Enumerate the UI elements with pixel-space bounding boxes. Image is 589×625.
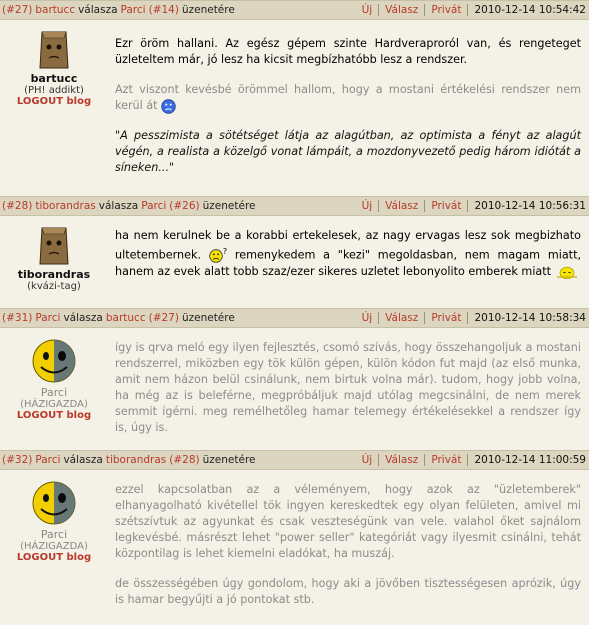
reply-to-number-link[interactable]: (#28) bbox=[169, 454, 200, 466]
post-number-link[interactable]: (#31) bbox=[2, 312, 33, 324]
reply-suffix: üzenetére bbox=[202, 454, 256, 466]
post-paragraph: de összességében úgy gondolom, hogy aki a jövőben tisztességesen aprózik, úgy is hamar begyűjti a jó pontokat stb. bbox=[115, 577, 581, 606]
post-paragraph-text: Azt viszont kevésbé örömmel hallom, hogy a mostani értékelési rendszer nem kerül át bbox=[115, 83, 581, 112]
reply-to-link[interactable]: Parci bbox=[141, 200, 167, 212]
post-header bbox=[0, 308, 589, 328]
post-content bbox=[115, 36, 581, 190]
reply-word: válasza bbox=[98, 200, 139, 212]
reply-word: válasza bbox=[63, 312, 103, 324]
reply-suffix: üzenetére bbox=[181, 312, 235, 324]
reply-link[interactable]: Válasz bbox=[379, 454, 425, 466]
author-name[interactable]: Parci bbox=[40, 386, 68, 399]
post-header bbox=[0, 196, 589, 216]
post-header bbox=[0, 450, 589, 470]
author-block bbox=[0, 226, 108, 292]
reply-link[interactable]: Válasz bbox=[379, 4, 425, 16]
post-32 bbox=[0, 450, 589, 625]
author-rank: (kvázi-tag) bbox=[27, 281, 81, 292]
reply-to-link[interactable]: bartucc bbox=[105, 312, 146, 324]
private-link[interactable]: Privát bbox=[425, 200, 468, 212]
author-name[interactable]: bartucc bbox=[30, 72, 78, 85]
post-paragraph: ha nem kerulnek be a korabbi ertekelesek, az nagy ervagas lesz sok megbizhato ultetembernek. ? remenykedem a "kezi" megoldasban, nem magam miatt, hanem az evek alatt tobb szaz/ezer sikeres uzletet lebonyolito emberek miatt bbox=[115, 229, 582, 278]
author-block bbox=[0, 30, 108, 107]
reply-to-number-link[interactable]: (#26) bbox=[169, 200, 200, 212]
new-link[interactable]: Új bbox=[356, 4, 380, 16]
post-number-link[interactable]: (#27) bbox=[2, 4, 33, 16]
author-block bbox=[0, 480, 108, 563]
reply-link[interactable]: Válasz bbox=[379, 312, 425, 324]
post-paragraph: Ezr öröm hallani. Az egész gépem szinte Hardveraproról van, és rengeteget üzleteltem már, jó lesz ha kicsit megbízhatóbb lesz a rendszer. bbox=[115, 37, 581, 66]
post-date: 2010-12-14 10:54:42 bbox=[474, 4, 586, 16]
post-paragraph-gray bbox=[115, 82, 581, 114]
author-rank: (HÁZIGAZDA) bbox=[20, 541, 88, 552]
reply-word: válasza bbox=[63, 454, 103, 466]
private-link[interactable]: Privát bbox=[425, 4, 468, 16]
private-link[interactable]: Privát bbox=[425, 312, 468, 324]
sleeping-smiley-icon bbox=[555, 265, 579, 279]
post-date: 2010-12-14 10:56:31 bbox=[474, 200, 586, 212]
post-paragraph: ezzel kapcsolatban az a véleményem, hogy azok az "üzletemberek" elhanyagolható kivétellel tök ingyen kereskedtek egy olyan felületen, amivel mi szétszívtuk az agyunkat és csak veszteségünk van vele. valahol őket sajnálom legkevésbé. másrészt lehet "power seller" kategóriát vagy ilyesmit csinálni, tehát központilag is lehet kiemelni eladókat, ha muszáj. bbox=[115, 483, 581, 560]
reply-link[interactable]: Válasz bbox=[379, 200, 425, 212]
post-content bbox=[115, 340, 581, 450]
author-blog-link[interactable]: LOGOUT blog bbox=[16, 96, 92, 107]
poster-link[interactable]: Parci bbox=[35, 312, 61, 324]
smiley-alien-avatar-icon[interactable] bbox=[31, 480, 77, 526]
paper-bag-avatar-icon[interactable] bbox=[38, 30, 70, 70]
author-name[interactable]: tiborandras bbox=[17, 268, 91, 281]
reply-to-link[interactable]: Parci bbox=[120, 4, 146, 16]
post-number-link[interactable]: (#28) bbox=[2, 200, 33, 212]
reply-word: válasza bbox=[78, 4, 118, 16]
author-rank: (PH! addikt) bbox=[24, 85, 84, 96]
post-content bbox=[115, 482, 581, 622]
post-number-link[interactable]: (#32) bbox=[2, 454, 33, 466]
author-block bbox=[0, 338, 108, 421]
post-text-a: ha nem kerulnek be a korabbi ertekelesek, az nagy ervagas lesz sok megbizhato ultetembernek. bbox=[115, 229, 581, 262]
author-blog-link[interactable]: LOGOUT blog bbox=[16, 552, 92, 563]
reply-suffix: üzenetére bbox=[181, 4, 235, 16]
poster-link[interactable]: tiborandras bbox=[35, 200, 96, 212]
poster-link[interactable]: Parci bbox=[35, 454, 61, 466]
sad-smiley-icon bbox=[161, 99, 176, 114]
author-name[interactable]: Parci bbox=[40, 528, 68, 541]
signature-quote: "A pesszimista a sötétséget látja az alagútban, az optimista a fényt az alagút végén, a realista a közelgő vonat lámpáit, a mozdonyvezető pedig három idiótát a síneken..." bbox=[115, 129, 581, 174]
post-27 bbox=[0, 0, 589, 196]
post-content bbox=[115, 228, 581, 280]
private-link[interactable]: Privát bbox=[425, 454, 468, 466]
post-header bbox=[0, 0, 589, 20]
post-text-b: remenykedem a "kezi" megoldasban, nem magam miatt, hanem az evek alatt tobb szaz/ezer sikeres uzletet lebonyolito emberek miatt bbox=[115, 248, 582, 278]
reply-suffix: üzenetére bbox=[202, 200, 256, 212]
new-link[interactable]: Új bbox=[356, 312, 380, 324]
smiley-alien-avatar-icon[interactable] bbox=[31, 338, 77, 384]
worried-smiley-icon bbox=[209, 249, 223, 263]
post-date: 2010-12-14 11:00:59 bbox=[474, 454, 586, 466]
post-date: 2010-12-14 10:58:34 bbox=[474, 312, 586, 324]
reply-to-number-link[interactable]: (#14) bbox=[148, 4, 179, 16]
paper-bag-avatar-icon[interactable] bbox=[38, 226, 70, 266]
reply-to-link[interactable]: tiborandras bbox=[105, 454, 167, 466]
reply-to-number-link[interactable]: (#27) bbox=[148, 312, 179, 324]
post-28 bbox=[0, 196, 589, 308]
author-rank: (HÁZIGAZDA) bbox=[20, 399, 88, 410]
post-paragraph: így is qrva meló egy ilyen fejlesztés, csomó szívás, hogy összehangoljuk a mostani rendszerrel, miközben egy tök külön gépen, külön kódon fut majd (az első munka, amit nem házon belül csinálunk, nem birtuk volna már). tudom, hogy jobb volna, ha még az is beleférne, megpróbáljuk majd utólag megcsinálni, de nem merek semmit ígérni. meg remélhetőleg hamar telemegy értékelésekkel a rendszer így is, úgy is. bbox=[115, 341, 581, 434]
post-31 bbox=[0, 308, 589, 450]
new-link[interactable]: Új bbox=[356, 200, 380, 212]
poster-link[interactable]: bartucc bbox=[35, 4, 76, 16]
new-link[interactable]: Új bbox=[356, 454, 380, 466]
author-blog-link[interactable]: LOGOUT blog bbox=[16, 410, 92, 421]
